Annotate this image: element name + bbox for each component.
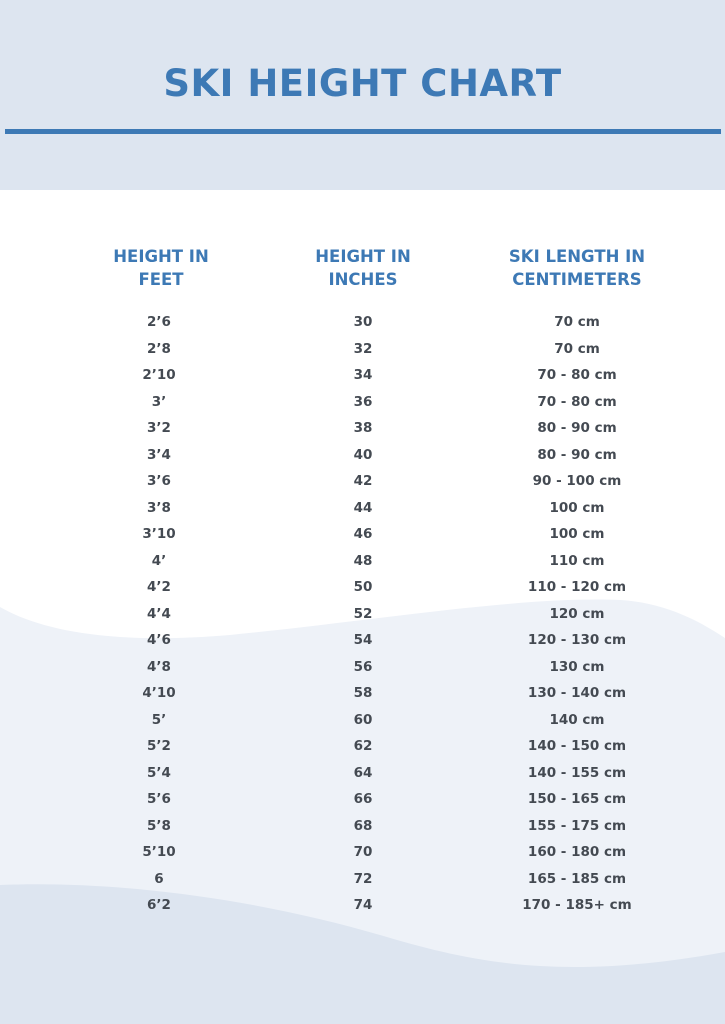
- cell-feet: 4’10: [142, 685, 176, 701]
- cell-ski-length: 140 - 155 cm: [527, 764, 627, 781]
- column-header-line: SKI LENGTH IN: [508, 247, 646, 266]
- cell-inches: 74: [353, 897, 373, 913]
- cell-ski-length: 120 cm: [549, 605, 605, 622]
- cell-ski-length: 150 - 165 cm: [527, 791, 627, 807]
- table-row: [0, 442, 725, 468]
- cell-feet: 3’2: [147, 420, 171, 436]
- cell-inches: 60: [353, 711, 373, 728]
- cell-inches: 38: [353, 420, 373, 436]
- table-row: [0, 733, 725, 759]
- column-header-inches: [315, 245, 411, 291]
- cell-ski-length: 70 - 80 cm: [537, 367, 617, 383]
- cell-ski-length: 70 cm: [554, 314, 600, 330]
- cell-ski-length: 130 - 140 cm: [527, 685, 627, 701]
- table-row: [0, 495, 725, 521]
- cell-ski-length: 165 - 185 cm: [527, 870, 627, 887]
- table-row: [0, 389, 725, 415]
- cell-feet: 6: [154, 870, 164, 887]
- table-row: [0, 839, 725, 865]
- table-row: [0, 627, 725, 653]
- cell-feet: 5’6: [147, 791, 171, 807]
- page-title: SKI HEIGHT CHART: [163, 62, 562, 105]
- cell-ski-length: 120 - 130 cm: [527, 632, 627, 648]
- cell-inches: 64: [353, 764, 373, 781]
- cell-feet: 4’2: [147, 579, 171, 595]
- table-row: [0, 336, 725, 362]
- cell-inches: 62: [353, 738, 373, 754]
- cell-feet: 4’8: [147, 658, 171, 675]
- cell-inches: 72: [353, 870, 373, 887]
- table-row: [0, 813, 725, 839]
- cell-feet: 4’4: [147, 605, 171, 622]
- column-header-line: HEIGHT IN: [315, 247, 411, 266]
- table-row: [0, 415, 725, 441]
- cell-ski-length: 130 cm: [549, 658, 605, 675]
- cell-feet: 6’2: [147, 897, 171, 913]
- cell-feet: 5’8: [147, 817, 171, 834]
- table-row: [0, 362, 725, 388]
- column-header-line: INCHES: [328, 270, 398, 289]
- table-row: [0, 574, 725, 600]
- cell-ski-length: 80 - 90 cm: [537, 446, 617, 463]
- cell-ski-length: 170 - 185+ cm: [522, 897, 632, 913]
- cell-feet: 2’6: [147, 314, 171, 330]
- cell-ski-length: 100 cm: [549, 499, 605, 516]
- table-row: [0, 601, 725, 627]
- cell-inches: 56: [353, 658, 373, 675]
- table-row: [0, 760, 725, 786]
- table-row: [0, 680, 725, 706]
- cell-inches: 44: [353, 499, 373, 516]
- cell-ski-length: 160 - 180 cm: [527, 844, 627, 860]
- cell-feet: 5’2: [147, 738, 171, 754]
- table-row: [0, 786, 725, 812]
- cell-inches: 68: [353, 817, 373, 834]
- cell-feet: 4’: [151, 552, 167, 569]
- cell-ski-length: 140 - 150 cm: [527, 738, 627, 754]
- cell-inches: 48: [353, 552, 373, 569]
- table-row: [0, 707, 725, 733]
- cell-inches: 52: [353, 605, 373, 622]
- cell-ski-length: 155 - 175 cm: [527, 817, 627, 834]
- cell-ski-length: 70 cm: [554, 340, 600, 357]
- cell-inches: 40: [353, 446, 373, 463]
- column-header-line: HEIGHT IN: [113, 247, 209, 266]
- cell-feet: 5’4: [147, 764, 171, 781]
- cell-feet: 3’8: [147, 499, 171, 516]
- column-header-feet: [113, 245, 209, 291]
- cell-ski-length: 80 - 90 cm: [537, 420, 617, 436]
- cell-ski-length: 140 cm: [549, 711, 605, 728]
- cell-ski-length: 90 - 100 cm: [532, 473, 622, 489]
- cell-feet: 3’10: [142, 526, 176, 542]
- cell-inches: 32: [353, 340, 373, 357]
- table-row: [0, 654, 725, 680]
- column-header-line: FEET: [138, 270, 184, 289]
- cell-ski-length: 70 - 80 cm: [537, 393, 617, 410]
- column-header-ski-length: [509, 245, 645, 291]
- cell-ski-length: 110 cm: [549, 552, 605, 569]
- cell-feet: 3’4: [147, 446, 171, 463]
- column-header-line: CENTIMETERS: [512, 270, 642, 289]
- cell-feet: 4’6: [147, 632, 171, 648]
- cell-inches: 54: [353, 632, 373, 648]
- cell-ski-length: 110 - 120 cm: [527, 579, 627, 595]
- cell-ski-length: 100 cm: [549, 526, 605, 542]
- cell-feet: 2’10: [142, 367, 176, 383]
- cell-feet: 2’8: [147, 340, 171, 357]
- table-row: [0, 866, 725, 892]
- table-row: [0, 521, 725, 547]
- cell-inches: 66: [353, 791, 373, 807]
- cell-inches: 70: [353, 844, 373, 860]
- table-row: [0, 468, 725, 494]
- cell-inches: 50: [353, 579, 373, 595]
- table-row: [0, 548, 725, 574]
- table-row: [0, 892, 725, 918]
- cell-feet: 3’6: [147, 473, 171, 489]
- cell-inches: 58: [353, 685, 373, 701]
- table-row: [0, 309, 725, 335]
- cell-inches: 42: [353, 473, 373, 489]
- cell-inches: 30: [353, 314, 373, 330]
- cell-inches: 36: [353, 393, 373, 410]
- cell-feet: 5’10: [142, 844, 176, 860]
- cell-feet: 5’: [151, 711, 167, 728]
- cell-feet: 3’: [151, 393, 167, 410]
- cell-inches: 34: [353, 367, 373, 383]
- cell-inches: 46: [353, 526, 373, 542]
